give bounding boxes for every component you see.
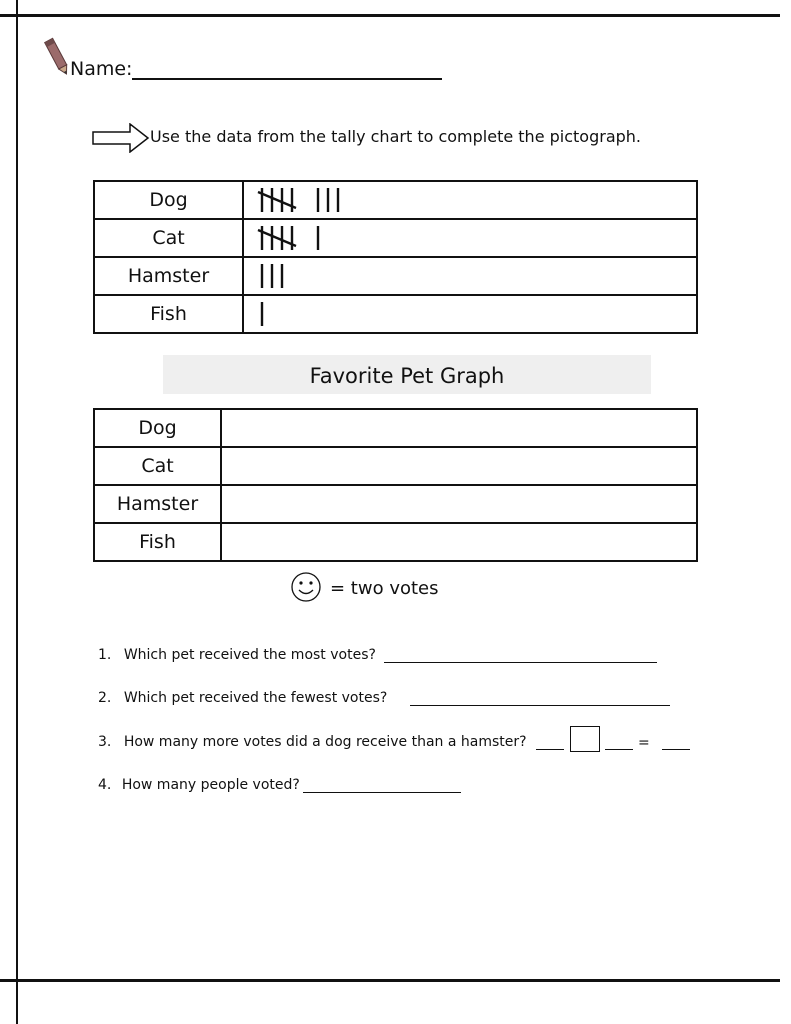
table-row: [94, 447, 697, 485]
table-row: [94, 523, 697, 561]
table-row: [94, 181, 697, 219]
answer-line[interactable]: [605, 749, 633, 750]
top-border-line: [0, 14, 780, 17]
tally-marks-svg: [244, 260, 544, 292]
tally-chart-table: [93, 180, 698, 334]
arrow-right-icon: [92, 123, 150, 157]
table-row: [94, 295, 697, 333]
tally-marks-cell: [243, 219, 697, 257]
question-2: [98, 690, 387, 706]
legend-text: = two votes: [330, 578, 439, 599]
question-4: [98, 777, 300, 793]
tally-marks-svg: [244, 184, 544, 216]
tally-marks: [244, 184, 696, 216]
pictograph-title: Favorite Pet Graph: [163, 355, 651, 394]
pictograph-answer-cell[interactable]: [221, 447, 697, 485]
pictograph-pet-label: Cat: [94, 447, 221, 485]
pictograph-pet-label: Hamster: [94, 485, 221, 523]
pictograph-pet-label: Fish: [94, 523, 221, 561]
pencil-icon: [44, 36, 72, 82]
question-text: Which pet received the most votes?: [123, 647, 376, 663]
question-3: [98, 734, 527, 750]
table-row: [94, 409, 697, 447]
pictograph-answer-cell[interactable]: [221, 485, 697, 523]
tally-marks-cell: [243, 257, 697, 295]
answer-line[interactable]: [536, 749, 564, 750]
smiley-face-icon: [290, 571, 322, 607]
tally-marks: [244, 260, 696, 292]
tally-pet-label: Cat: [94, 219, 243, 257]
tally-cross-stroke: [258, 230, 296, 246]
operator-box[interactable]: [570, 726, 600, 752]
pictograph-table: [93, 408, 698, 562]
name-answer-line[interactable]: [132, 78, 442, 80]
tally-marks: [244, 222, 696, 254]
answer-line[interactable]: [303, 792, 461, 793]
tally-pet-label: Dog: [94, 181, 243, 219]
question-1: [98, 647, 376, 663]
pictograph-answer-cell[interactable]: [221, 523, 697, 561]
name-label: Name:: [70, 58, 133, 80]
tally-marks: [244, 298, 696, 330]
pictograph-pet-label: Dog: [94, 409, 221, 447]
tally-cross-stroke: [258, 192, 296, 208]
question-number: 1.: [98, 647, 112, 663]
answer-line[interactable]: [410, 705, 670, 706]
left-margin-line: [16, 0, 18, 1024]
tally-marks-svg: [244, 298, 544, 330]
question-text: How many people voted?: [121, 777, 300, 793]
table-row: [94, 485, 697, 523]
bottom-border-line: [0, 979, 780, 982]
question-number: 2.: [98, 690, 112, 706]
tally-marks-cell: [243, 295, 697, 333]
question-number: 4.: [98, 777, 112, 793]
tally-marks-svg: [244, 222, 544, 254]
table-row: [94, 257, 697, 295]
equals-sign: =: [638, 735, 650, 751]
question-text: How many more votes did a dog receive than a hamster?: [123, 734, 527, 750]
pictograph-answer-cell[interactable]: [221, 409, 697, 447]
tally-pet-label: Fish: [94, 295, 243, 333]
question-text: Which pet received the fewest votes?: [123, 690, 388, 706]
answer-line[interactable]: [384, 662, 657, 663]
tally-marks-cell: [243, 181, 697, 219]
answer-line[interactable]: [662, 749, 690, 750]
question-number: 3.: [98, 734, 112, 750]
instruction-text: Use the data from the tally chart to complete the pictograph.: [150, 127, 642, 146]
table-row: [94, 219, 697, 257]
tally-pet-label: Hamster: [94, 257, 243, 295]
